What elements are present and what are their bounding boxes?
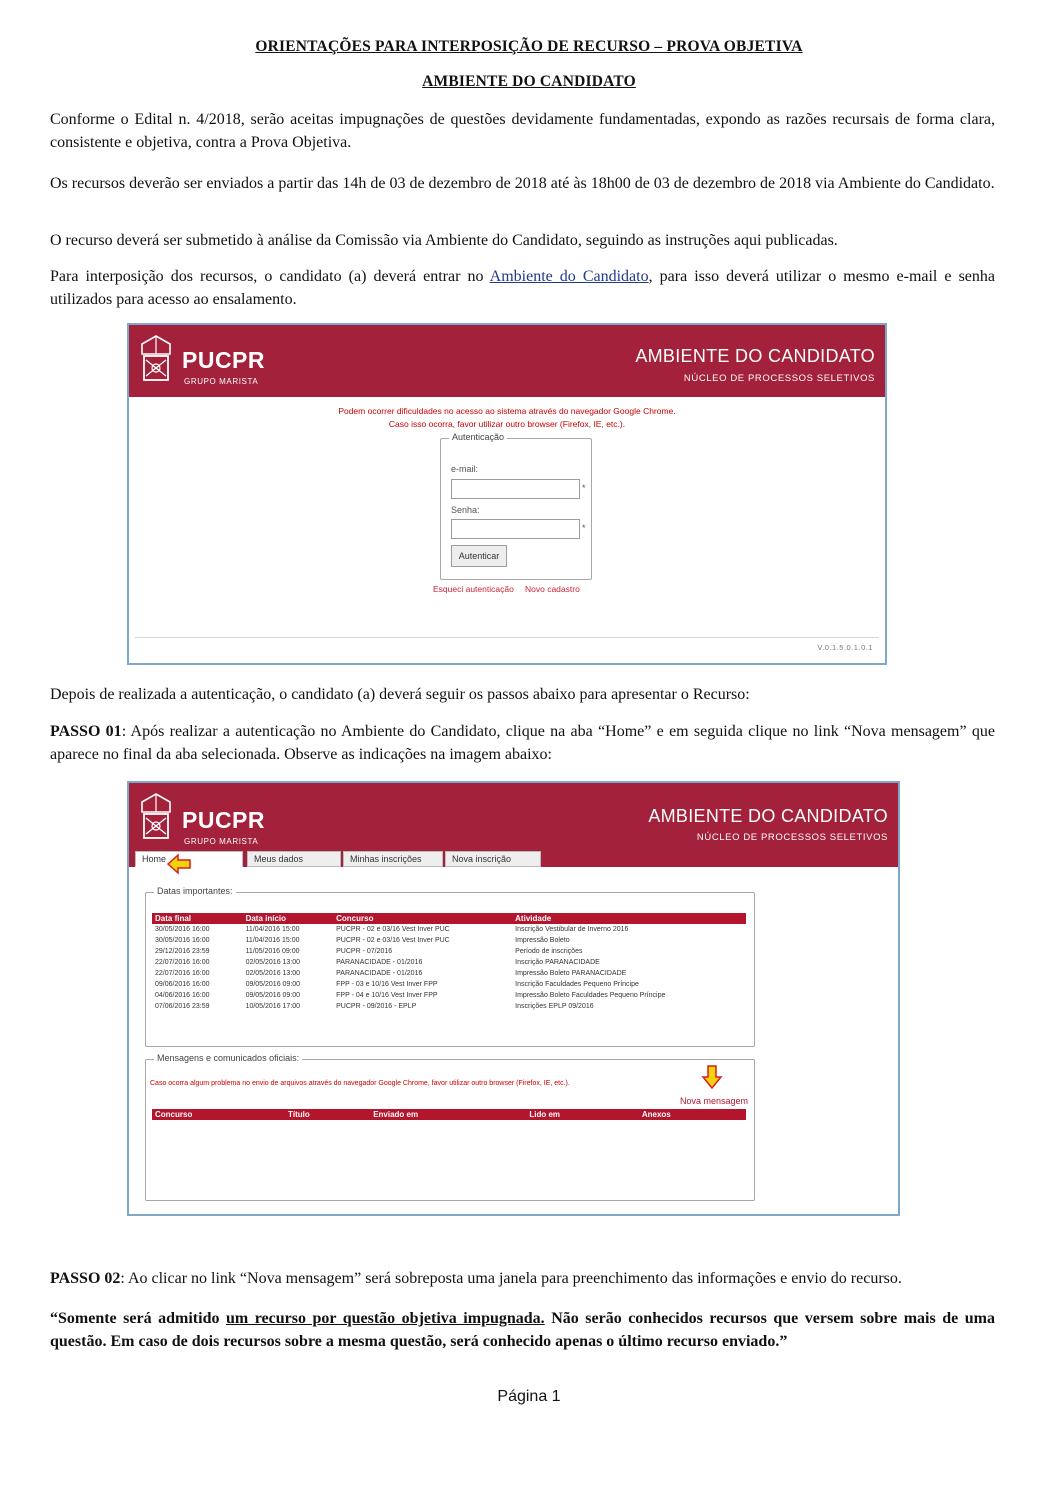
table-cell: 02/05/2016 13:00	[245, 970, 301, 977]
pucpr-logo-sub: GRUPO MARISTA	[184, 837, 259, 846]
dates-column-header: Atividade	[512, 913, 746, 924]
table-row	[152, 924, 746, 935]
table-cell: PARANACIDADE - 01/2016	[336, 959, 423, 966]
messages-column-header: Concurso	[152, 1109, 285, 1120]
paragraph-comissao: O recurso deverá ser submetido à análise da Comissão via Ambiente do Candidato, seguindo as instruções aqui publicadas.	[50, 232, 838, 249]
table-cell: 09/05/2016 09:00	[245, 992, 301, 999]
dates-column-header: Concurso	[333, 913, 512, 924]
banner-title: AMBIENTE DO CANDIDATO	[635, 346, 875, 366]
recurso-rule-quote	[50, 1307, 995, 1353]
table-cell: 04/06/2016 16:00	[155, 992, 210, 999]
autenticar-button[interactable]: Autenticar	[451, 545, 507, 567]
senha-label: Senha:	[451, 505, 480, 515]
banner-subtitle: NÚCLEO DE PROCESSOS SELETIVOS	[683, 373, 875, 384]
table-cell: 29/12/2016 23:59	[155, 948, 210, 955]
table-cell: 30/05/2016 16:00	[155, 926, 210, 933]
home-banner	[129, 783, 898, 867]
nova-mensagem-link[interactable]: Nova mensagem	[680, 1096, 749, 1106]
table-cell: PUCPR - 02 e 03/16 Vest Inver PUC	[336, 926, 450, 933]
left-arrow-icon	[167, 853, 191, 875]
quote-start: “Somente será admitido	[50, 1310, 226, 1327]
table-cell: FPP - 03 e 10/16 Vest Inver FPP	[336, 981, 438, 988]
table-cell: FPP - 04 e 10/16 Vest Inver FPP	[336, 992, 438, 999]
pucpr-crest-icon	[137, 792, 175, 842]
passo-01-text: : Após realizar a autenticação no Ambiente do Candidato, clique na aba “Home” e em seguida clique no link “Nova mensagem” que aparece no final da aba selecionada. Observe as indicações na imagem abaixo:	[50, 723, 995, 763]
paragraph-acesso	[50, 265, 995, 311]
paragraph-passos: Depois de realizada a autenticação, o candidato (a) deverá seguir os passos abaixo para apresentar o Recurso:	[50, 686, 750, 703]
passo-01-label: PASSO 01	[50, 723, 122, 740]
dates-column-header: Data início	[243, 913, 334, 924]
quote-underlined: um recurso por questão objetiva impugnada.	[225, 1310, 545, 1327]
messages-table	[152, 1109, 746, 1120]
dates-fieldset	[145, 886, 755, 1047]
table-cell: PUCPR - 02 e 03/16 Vest Inver PUC	[336, 937, 450, 944]
messages-column-header: Enviado em	[370, 1109, 526, 1120]
document-subtitle: AMBIENTE DO CANDIDATO	[422, 73, 636, 90]
paragraph-edital: Conforme o Edital n. 4/2018, serão aceitas impugnações de questões devidamente fundamentadas, expondo as razões recursais de forma clara, consistente e objetiva, contra a Prova Objetiva.	[50, 111, 995, 151]
dates-table-wrap	[152, 913, 746, 1012]
table-cell: PUCPR - 09/2016 - EPLP	[336, 1003, 417, 1010]
table-cell: Impressão Boleto	[515, 937, 570, 944]
dates-table	[152, 913, 746, 1012]
pucpr-logo-sub: GRUPO MARISTA	[184, 377, 259, 386]
table-row	[152, 957, 746, 968]
home-screenshot	[127, 781, 900, 1216]
paragraph-acesso-after: , para isso deverá utilizar o mesmo e-mail e senha utilizados para acesso ao ensalamento.	[50, 268, 996, 308]
passo-02-text: : Ao clicar no link “Nova mensagem” será sobreposta uma janela para preenchimento das informações e envio do recurso.	[120, 1270, 902, 1287]
login-footer-divider	[135, 637, 879, 638]
pucpr-logo-text: PUCPR	[182, 807, 266, 833]
login-screenshot	[127, 323, 887, 665]
pucpr-crest-icon	[137, 334, 175, 384]
ambiente-candidato-link[interactable]: Ambiente do Candidato	[489, 268, 649, 285]
table-cell: 09/06/2016 16:00	[155, 981, 210, 988]
table-cell: 22/07/2016 16:00	[155, 959, 210, 966]
login-banner	[129, 325, 885, 397]
email-label: e-mail:	[451, 464, 479, 474]
table-cell: Inscrições EPLP 09/2016	[515, 1003, 594, 1010]
table-cell: 30/05/2016 16:00	[155, 937, 210, 944]
novo-cadastro-link[interactable]: Novo cadastro	[525, 584, 580, 594]
messages-legend: Mensagens e comunicados oficiais:	[154, 1053, 302, 1063]
passo-02-label: PASSO 02	[50, 1270, 121, 1287]
messages-warning: Caso ocorra algum problema no envio de arquivos através do navegador Google Chrome, favor utilizar outro browser (Firefox, IE, etc.).	[150, 1080, 570, 1087]
table-cell: 02/05/2016 13:00	[245, 959, 301, 966]
table-cell: 11/04/2016 15:00	[245, 937, 300, 944]
dates-column-header: Data final	[152, 913, 243, 924]
tab-meus-dados[interactable]: Meus dados	[247, 851, 341, 867]
tab-nova-inscricao[interactable]: Nova inscrição	[445, 851, 541, 867]
table-cell: 10/05/2016 17:00	[245, 1003, 301, 1010]
table-cell: Impressão Boleto Faculdades Pequeno Príncipe	[515, 992, 666, 999]
tab-home[interactable]: Home	[135, 851, 243, 867]
pucpr-logo-text: PUCPR	[182, 347, 266, 373]
table-cell: 11/05/2016 09:00	[245, 948, 300, 955]
email-required-mark: *	[582, 483, 586, 493]
table-cell: 11/04/2016 15:00	[245, 926, 300, 933]
banner-title: AMBIENTE DO CANDIDATO	[648, 806, 888, 826]
table-cell: Inscrição PARANACIDADE	[515, 959, 600, 966]
senha-required-mark: *	[582, 523, 586, 533]
messages-table-wrap	[152, 1109, 746, 1120]
table-row	[152, 990, 746, 1001]
table-cell: Inscrição Faculdades Pequeno Príncipe	[515, 981, 639, 988]
table-row	[152, 968, 746, 979]
paragraph-passo-01	[50, 720, 995, 766]
down-arrow-icon	[701, 1065, 723, 1089]
messages-column-header: Título	[285, 1109, 370, 1120]
paragraph-passo-02	[50, 1267, 995, 1290]
table-cell: Período de inscrições	[515, 948, 583, 955]
chrome-warning-2: Caso isso ocorra, favor utilizar outro browser (Firefox, IE, etc.).	[388, 419, 626, 429]
table-row	[152, 979, 746, 990]
page-number: Página 1	[497, 1388, 561, 1405]
quote-end: Não serão conhecidos recursos que versem sobre mais de uma questão. Em caso de dois recursos sobre a mesma questão, será conhecido apenas o último recurso enviado.”	[50, 1310, 995, 1350]
table-cell: 09/05/2016 09:00	[245, 981, 301, 988]
tab-minhas-inscricoes[interactable]: Minhas inscrições	[343, 851, 443, 867]
dates-legend: Datas importantes:	[154, 886, 236, 896]
chrome-warning-1: Podem ocorrer dificuldades no acesso ao sistema através do navegador Google Chrome.	[338, 406, 676, 416]
table-cell: 22/07/2016 16:00	[155, 970, 210, 977]
table-row	[152, 1001, 746, 1012]
version-label: V.0.1.5.0.1.0.1	[817, 643, 873, 652]
auth-fieldset	[440, 432, 592, 580]
auth-legend: Autenticação	[449, 432, 507, 442]
messages-column-header: Anexos	[639, 1109, 746, 1120]
messages-fieldset	[145, 1053, 755, 1201]
table-cell: Inscrição Vestibular de Inverno 2016	[515, 926, 629, 933]
paragraph-acesso-before: Para interposição dos recursos, o candidato (a) deverá entrar no	[50, 268, 490, 285]
table-cell: Impressão Boleto PARANACIDADE	[515, 970, 627, 977]
table-cell: 07/06/2016 23:59	[155, 1003, 210, 1010]
paragraph-prazo: Os recursos deverão ser enviados a partir das 14h de 03 de dezembro de 2018 até às 18h00 de 03 de dezembro de 2018 via Ambiente do Candidato.	[50, 175, 995, 192]
esqueci-autenticacao-link[interactable]: Esqueci autenticação	[433, 584, 514, 594]
banner-subtitle: NÚCLEO DE PROCESSOS SELETIVOS	[696, 832, 888, 843]
senha-field[interactable]	[451, 519, 580, 539]
document-title: ORIENTAÇÕES PARA INTERPOSIÇÃO DE RECURSO – PROVA OBJETIVA	[255, 38, 803, 55]
table-cell: PARANACIDADE - 01/2016	[336, 970, 423, 977]
table-cell: PUCPR - 07/2016	[336, 948, 393, 955]
table-row	[152, 946, 746, 957]
email-field[interactable]	[451, 479, 580, 499]
messages-column-header: Lido em	[526, 1109, 639, 1120]
table-row	[152, 935, 746, 946]
